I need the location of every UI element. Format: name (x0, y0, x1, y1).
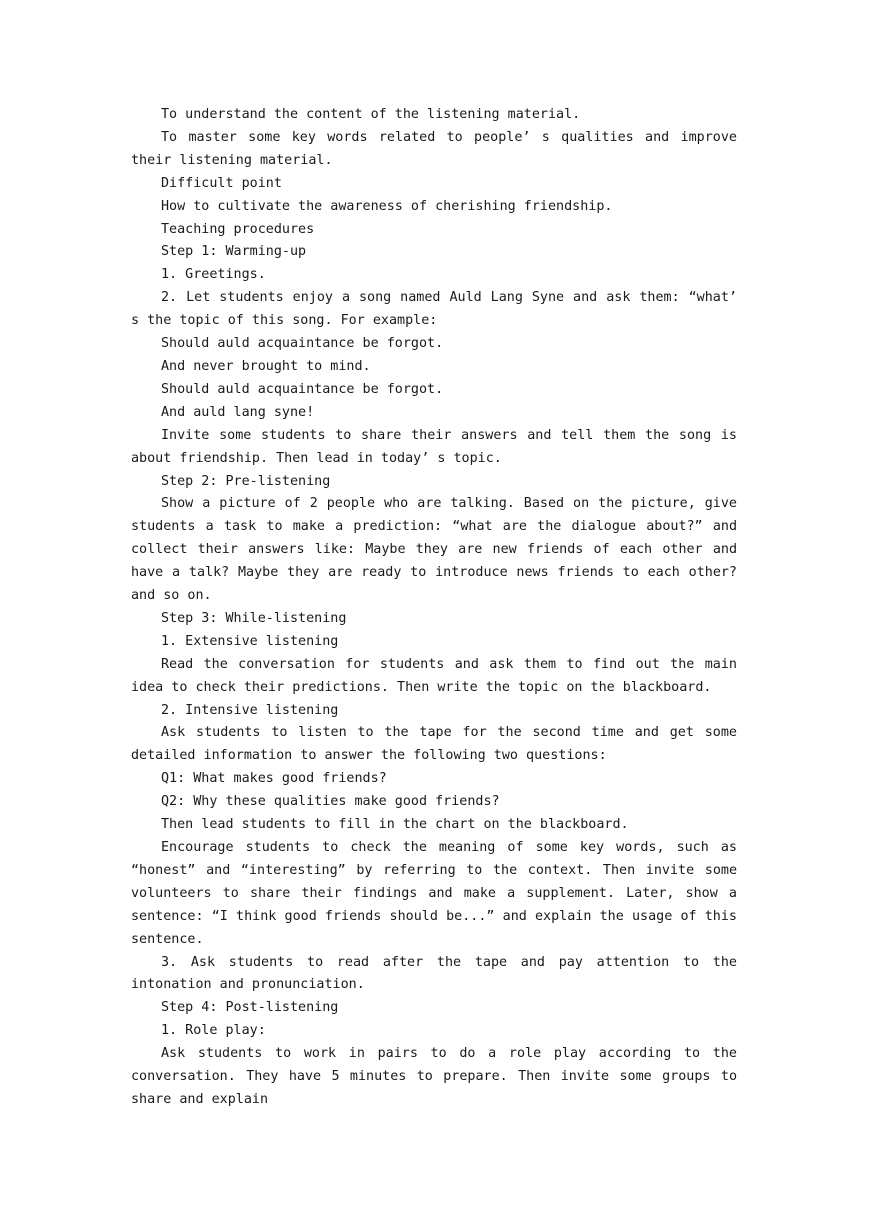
heading-difficult-point: Difficult point (161, 175, 282, 191)
heading-role-play: 1. Role play: (161, 1023, 266, 1039)
question-2: Q2: Why these qualities make good friends? (161, 794, 500, 810)
heading-step-3: Step 3: While-listening (161, 610, 347, 626)
paragraph-extensive-listening: Read the conversation for students and ask them to find out the main idea to check their predictions. Then write the topic on the blackboard. (131, 656, 737, 695)
heading-extensive-listening: 1. Extensive listening (161, 633, 339, 649)
heading-step-4: Step 4: Post-listening (161, 1000, 339, 1016)
paragraph-difficult-point: How to cultivate the awareness of cherishing friendship. (161, 198, 613, 214)
heading-step-2: Step 2: Pre-listening (161, 473, 331, 489)
paragraph-fill-chart: Then lead students to fill in the chart on the blackboard. (161, 817, 629, 833)
lyric-line-4: And auld lang syne! (161, 404, 315, 420)
lyric-line-1: Should auld acquaintance be forgot. (161, 336, 444, 352)
document-body (131, 104, 737, 1112)
lyric-line-2: And never brought to mind. (161, 358, 371, 374)
paragraph-lead-in: Invite some students to share their answers and tell them the song is about friendship. Then lead in today’ s topic. (131, 427, 737, 466)
heading-teaching-procedures: Teaching procedures (161, 221, 315, 237)
paragraph-intensive-listening: Ask students to listen to the tape for the second time and get some detailed information to answer the following two questions: (131, 725, 737, 764)
paragraph-song-question: 2. Let students enjoy a song named Auld Lang Syne and ask them: “what’ s the topic of this song. For example: (131, 290, 737, 329)
lyric-line-3: Should auld acquaintance be forgot. (161, 381, 444, 397)
paragraph-objective-key-words: To master some key words related to people’ s qualities and improve their listening material. (131, 129, 737, 168)
question-1: Q1: What makes good friends? (161, 771, 387, 787)
paragraph-objective-understand: To understand the content of the listening material. (161, 107, 581, 122)
heading-intensive-listening: 2. Intensive listening (161, 702, 339, 718)
heading-step-1: Step 1: Warming-up (161, 244, 307, 260)
paragraph-greetings: 1. Greetings. (161, 267, 266, 283)
paragraph-read-after-tape: 3. Ask students to read after the tape and pay attention to the intonation and pronunciation. (131, 954, 737, 993)
paragraph-role-play: Ask students to work in pairs to do a role play according to the conversation. They have 5 minutes to prepare. Then invite some groups to share and explain (131, 1046, 737, 1107)
paragraph-key-words: Encourage students to check the meaning of some key words, such as “honest” and “interesting” by referring to the context. Then invite some volunteers to share their findings and make a supplement. Later, show a sentence: “I think good friends should be...” and explain the usage of this sentence. (131, 840, 737, 947)
paragraph-prediction: Show a picture of 2 people who are talking. Based on the picture, give students a task to make a prediction: “what are the dialogue about?” and collect their answers like: Maybe they are new friends of each other and have a talk? Maybe they are ready to introduce news friends to each other? and so on. (131, 496, 737, 604)
